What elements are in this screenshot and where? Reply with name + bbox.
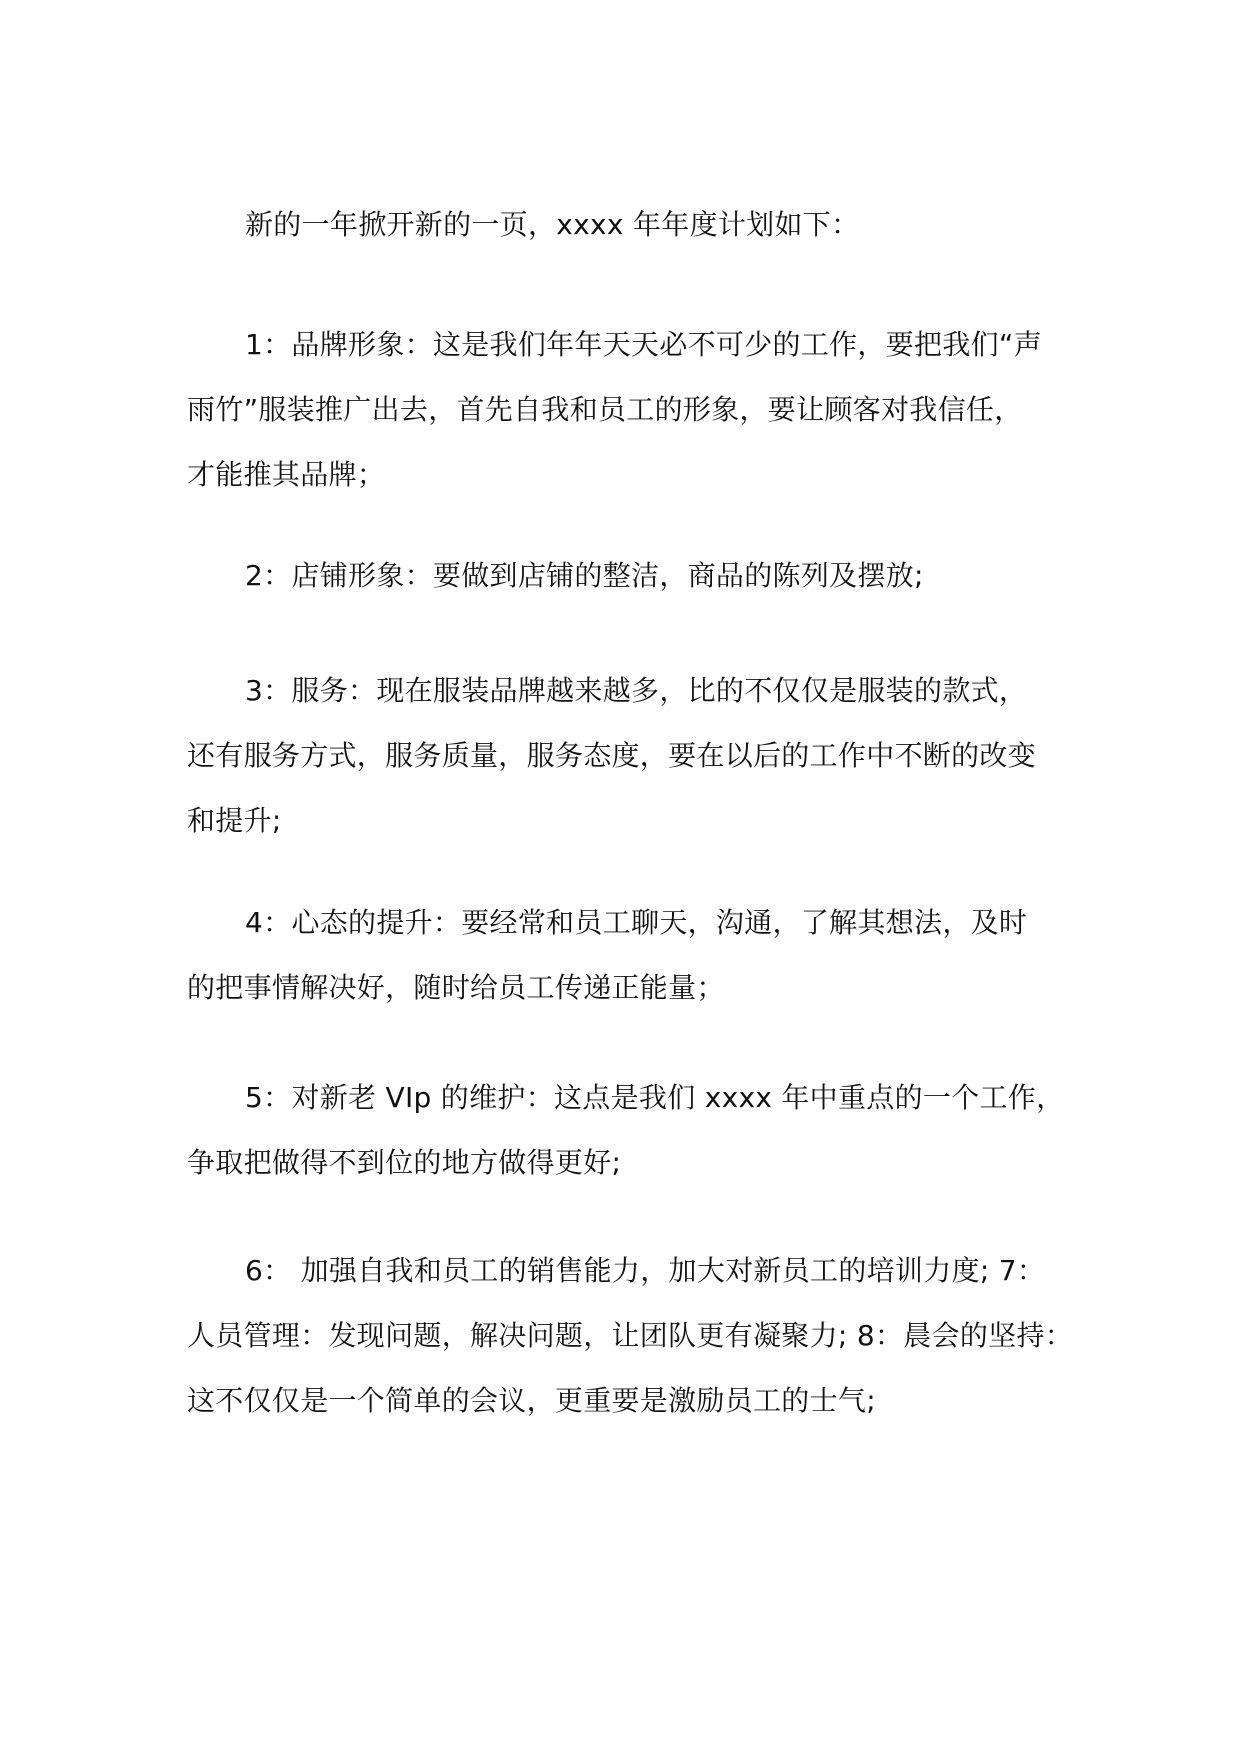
paragraph-line: 新的一年掀开新的一页，xxxx 年年度计划如下：	[245, 208, 860, 241]
paragraph-line: 才能推其品牌；	[187, 458, 386, 491]
paragraph-intro	[187, 192, 1087, 257]
paragraph-line: 雨竹”服装推广出去，首先自我和员工的形象，要让顾客对我信任，	[187, 393, 1023, 426]
paragraph-line: 1：品牌形象：这是我们年年天天必不可少的工作，要把我们“声	[245, 328, 1043, 361]
paragraph-line: 4：心态的提升：要经常和员工聊天，沟通，了解其想法，及时	[245, 906, 1028, 939]
paragraph-line: 还有服务方式，服务质量，服务态度，要在以后的工作中不断的改变	[187, 739, 1037, 772]
paragraph-item-1-brand-image	[187, 312, 1087, 507]
paragraph-line: 这不仅仅是一个简单的会议，更重要是激励员工的士气;	[187, 1384, 876, 1417]
paragraph-line: 和提升;	[187, 804, 282, 837]
paragraph-line: 2：店铺形象：要做到店铺的整洁，商品的陈列及摆放;	[245, 559, 924, 592]
paragraph-line: 6： 加强自我和员工的销售能力，加大对新员工的培训力度; 7：	[245, 1254, 1046, 1287]
paragraph-line: 的把事情解决好，随时给员工传递正能量；	[187, 971, 725, 1004]
paragraph-line: 5：对新老 VIp 的维护：这点是我们 xxxx 年中重点的一个工作，	[245, 1081, 1065, 1114]
paragraph-item-5-vip	[187, 1065, 1087, 1195]
paragraph-item-3-service	[187, 658, 1087, 853]
paragraph-item-6-8-sales-management	[187, 1238, 1087, 1433]
paragraph-item-4-mindset	[187, 890, 1087, 1020]
paragraph-line: 人员管理：发现问题，解决问题，让团队更有凝聚力; 8：晨会的坚持：	[187, 1319, 1074, 1352]
paragraph-line: 3：服务：现在服装品牌越来越多，比的不仅仅是服装的款式，	[245, 674, 1028, 707]
paragraph-line: 争取把做得不到位的地方做得更好;	[187, 1146, 622, 1179]
paragraph-item-2-store-image	[187, 543, 1087, 608]
